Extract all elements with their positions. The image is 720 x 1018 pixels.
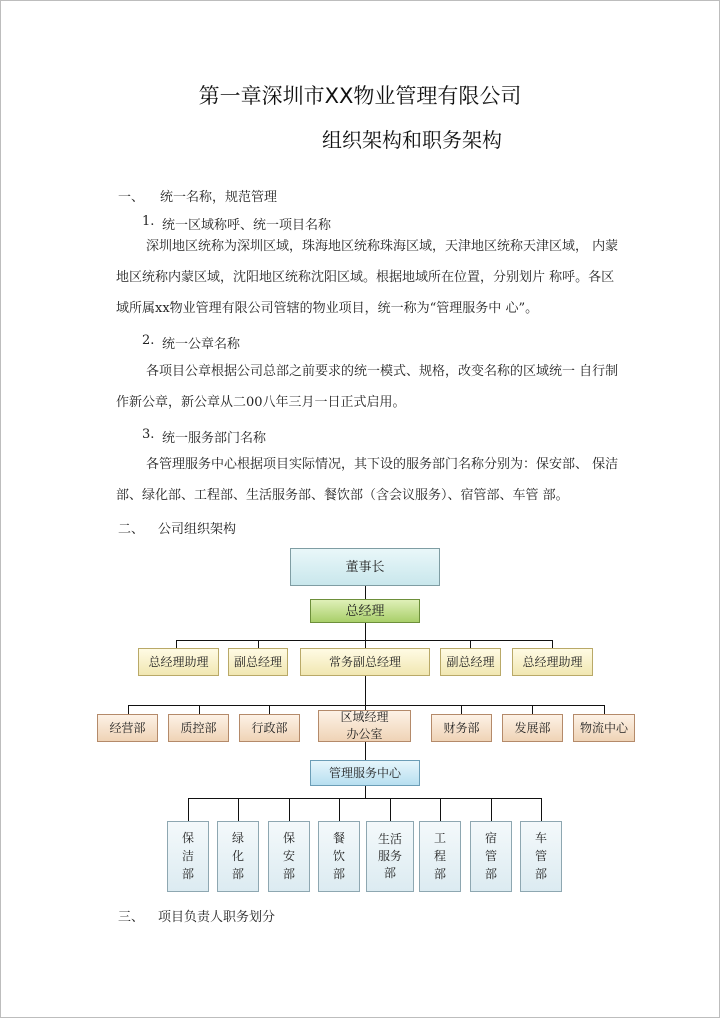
label-char: 管 — [534, 849, 547, 863]
connector-line — [390, 798, 391, 821]
org-box-development-dept: 发展部 — [502, 714, 563, 742]
label-line: 服务 — [377, 849, 402, 863]
label-char: 保 — [181, 831, 194, 845]
label-char: 部 — [332, 867, 345, 881]
label-char: 部 — [433, 867, 446, 881]
connector-line — [188, 798, 189, 821]
connector-line — [365, 586, 366, 599]
connector-line — [491, 798, 492, 821]
section-2-number: 二、 — [118, 522, 145, 537]
paragraph-line: 部、绿化部、工程部、生活服务部、餐饮部（含会议服务）、宿管部、车管 部。 — [116, 488, 569, 503]
org-box-greening-dept — [217, 821, 259, 892]
section-1-number: 一、 — [118, 190, 145, 205]
connector-line — [199, 705, 200, 714]
section-2-heading: 公司组织架构 — [158, 522, 237, 537]
connector-line — [258, 640, 259, 648]
connector-line — [532, 705, 533, 714]
label-char: 饮 — [332, 849, 345, 863]
org-box-gm-assistant: 总经理助理 — [512, 648, 593, 676]
label-char: 宿 — [484, 831, 497, 845]
connector-line — [289, 798, 290, 821]
connector-line — [269, 705, 270, 714]
org-box-finance-dept: 财务部 — [431, 714, 492, 742]
org-box-vehicle-dept — [520, 821, 562, 892]
connector-line — [470, 640, 471, 648]
subsection-1-number: 1. — [142, 214, 155, 229]
box-label — [333, 828, 345, 885]
paragraph-3 — [116, 449, 636, 511]
org-box-service-center: 管理服务中心 — [310, 760, 420, 786]
label-char: 绿 — [231, 831, 244, 845]
org-box-chairman: 董事长 — [290, 548, 440, 586]
box-label — [182, 828, 194, 885]
org-box-dormitory-dept — [470, 821, 512, 892]
subsection-3-number: 3. — [142, 427, 155, 442]
box-label — [232, 828, 244, 885]
section-3-heading: 项目负责人职务划分 — [158, 910, 276, 925]
box-label — [283, 828, 295, 885]
org-box-cleaning-dept — [167, 821, 209, 892]
org-box-regional-manager-office — [318, 710, 411, 742]
label-line: 部 — [383, 866, 396, 880]
box-label — [485, 828, 497, 885]
paragraph-line: 各项目公章根据公司总部之前要求的统一模式、规格，改变名称的区域统一 自行制 — [146, 364, 619, 379]
label-char: 部 — [534, 867, 547, 881]
connector-line — [365, 640, 366, 648]
box-label — [535, 828, 547, 885]
label-line: 生活 — [377, 832, 402, 846]
org-box-logistics-center: 物流中心 — [573, 714, 635, 742]
org-box-life-services-dept — [366, 821, 414, 892]
label-char: 部 — [231, 867, 244, 881]
paragraph-line: 地区统称内蒙区域，沈阳地区统称沈阳区域。根据地域所在位置，分别划片 称呼。各区 — [116, 270, 615, 285]
subsection-1-heading: 统一区域称呼、统一项目名称 — [162, 218, 332, 233]
connector-line — [461, 705, 462, 714]
subsection-2-heading: 统一公章名称 — [162, 337, 241, 352]
org-box-gm: 总经理 — [310, 599, 420, 623]
paragraph-line: 域所属xx物业管理有限公司管辖的物业项目，统一称为“管理服务中 心”。 — [116, 301, 539, 316]
box-label — [434, 828, 446, 885]
connector-line — [541, 798, 542, 821]
label-char: 车 — [534, 831, 547, 845]
connector-line — [238, 798, 239, 821]
doc-title: 第一章深圳市XX物业管理有限公司 — [198, 84, 522, 108]
connector-line — [188, 798, 542, 799]
label-char: 保 — [282, 831, 295, 845]
label-char: 工 — [433, 831, 446, 845]
connector-line — [365, 623, 366, 641]
subsection-2-number: 2. — [142, 333, 155, 348]
org-box-operations-dept: 经营部 — [97, 714, 158, 742]
connector-line — [365, 742, 366, 760]
connector-line — [604, 705, 605, 714]
box-label — [340, 708, 388, 744]
label-char: 洁 — [181, 849, 194, 863]
label-char: 安 — [282, 849, 295, 863]
section-3-number: 三、 — [118, 910, 145, 925]
org-box-deputy-gm: 副总经理 — [228, 648, 288, 676]
connector-line — [339, 798, 340, 821]
label-line: 区域经理 — [340, 710, 389, 724]
org-box-catering-dept — [318, 821, 360, 892]
label-char: 程 — [433, 849, 446, 863]
paragraph-line: 各管理服务中心根据项目实际情况，其下设的服务部门名称分别为：保安部、 保洁 — [146, 457, 619, 472]
label-char: 部 — [484, 867, 497, 881]
org-box-gm-assistant: 总经理助理 — [138, 648, 219, 676]
label-char: 餐 — [332, 831, 345, 845]
label-char: 化 — [231, 849, 244, 863]
label-char: 管 — [484, 849, 497, 863]
org-box-security-dept — [268, 821, 310, 892]
paragraph-1 — [116, 231, 636, 324]
org-box-engineering-dept — [419, 821, 461, 892]
label-line: 办公室 — [346, 727, 383, 741]
paragraph-line: 作新公章，新公章从二00八年三月一日正式启用。 — [116, 395, 406, 410]
subsection-3-heading: 统一服务部门名称 — [162, 431, 267, 446]
connector-line — [552, 640, 553, 648]
org-box-admin-dept: 行政部 — [239, 714, 300, 742]
doc-subtitle: 组织架构和职务架构 — [322, 128, 502, 152]
paragraph-2 — [116, 356, 636, 418]
paragraph-line: 深圳地区统称为深圳区域，珠海地区统称珠海区域，天津地区统称天津区域， 内蒙 — [146, 239, 619, 254]
org-box-executive-deputy-gm: 常务副总经理 — [300, 648, 430, 676]
connector-line — [128, 705, 129, 714]
label-char: 部 — [181, 867, 194, 881]
section-1-heading: 统一名称，规范管理 — [160, 190, 278, 205]
connector-line — [440, 798, 441, 821]
org-box-deputy-gm: 副总经理 — [440, 648, 501, 676]
label-char: 部 — [282, 867, 295, 881]
box-label — [378, 830, 402, 883]
org-box-quality-control-dept: 质控部 — [168, 714, 229, 742]
connector-line — [365, 676, 366, 706]
connector-line — [176, 640, 177, 648]
